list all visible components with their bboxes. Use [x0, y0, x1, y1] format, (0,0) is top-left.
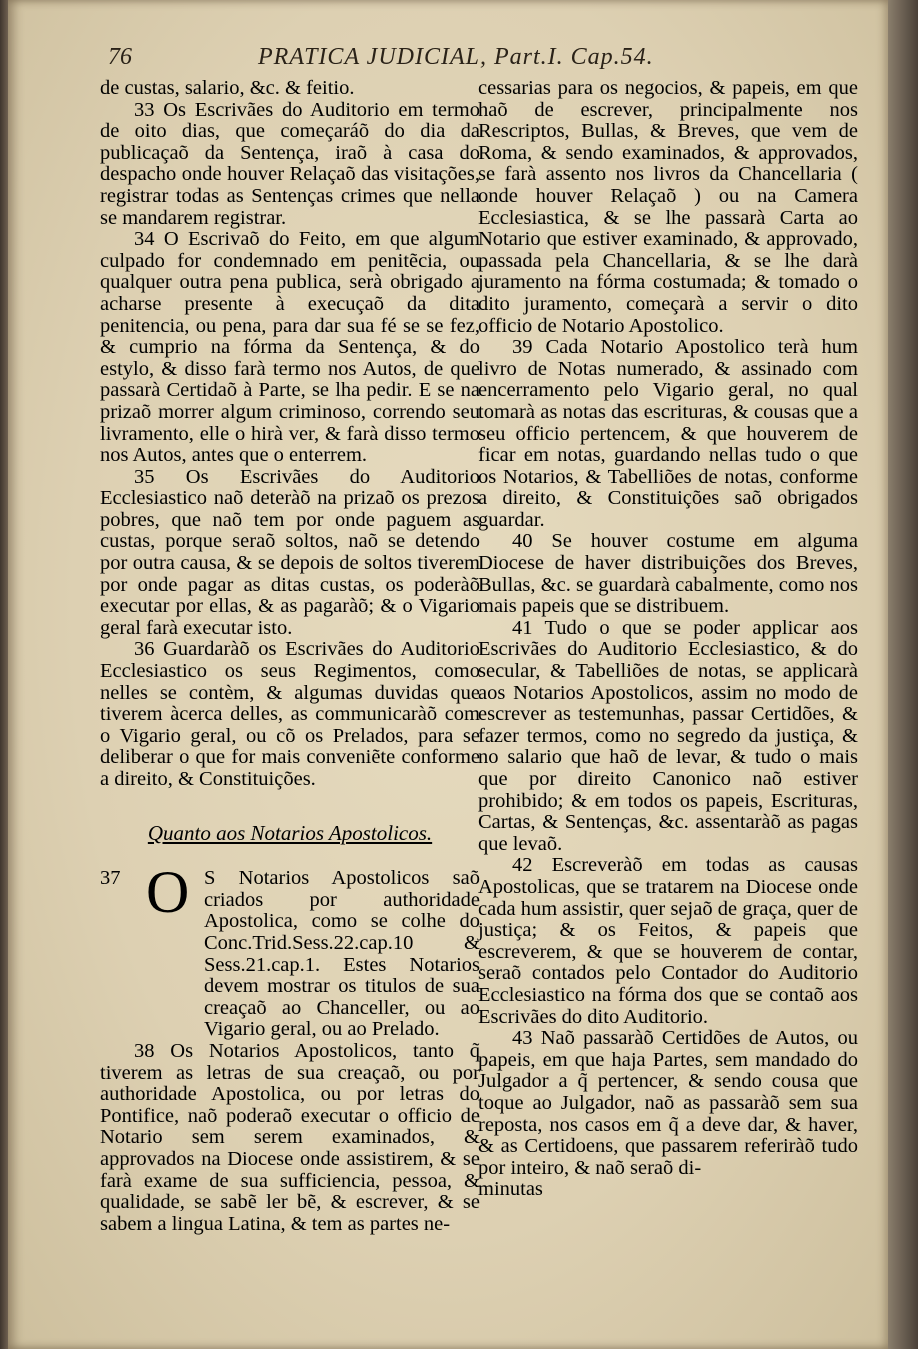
page-number: 76: [108, 44, 132, 70]
paragraph-41: 41 Tudo o que se poder applicar aos Escrivães do Auditorio Ecclesiastico, & do secular, & Tabelliões de notas, se applicarà aos Notarios Apostolicos, assim no modo de escrever as testemunhas, passar Certidões, & fazer termos, como no segredo da justiça, & no salario que haõ de levar, & tudo o mais que por direito Canonico naõ estiver prohibido; & em todos os papeis, Escrituras, Cartas, & Sentenças, &c. assentaràõ as pagas que levaõ.: [478, 616, 858, 855]
paragraph-37-number: 37: [100, 867, 121, 890]
paragraph-42: 42 Escreveràõ em todas as causas Apostolicas, que se tratarem na Diocese onde cada hum assistir, quer sejaõ de graça, quer de justiça; & os Feitos, & papeis que escreverem, & que se houverem de contar, seraõ contados pelo Contador do Auditorio Ecclesiastico na fórma dos que se contaõ aos Escrivães do dito Auditorio.: [478, 854, 858, 1028]
paragraph-34: 34 O Escrivaõ do Feito, em que algum culpado for condemnado em penitẽcia, ou qualquer outra pena publica, serà obrigado a acharse presente à execuçaõ da dita penitencia, ou pena, para dar sua fé se se fez, & cumprio na fórma da Sentença, & do estylo, & disso farà termo nos Autos, de que passarà Certidaõ à Parte, se lha pedir. E se na prizaõ morrer algum criminoso, correndo seu livramento, elle o hirà ver, & farà disso termo nos Autos, antes que o enterrem.: [100, 228, 480, 467]
page-header: [108, 44, 868, 78]
running-title: PRATICA JUDICIAL, Part.I. Cap.54.: [258, 44, 654, 70]
left-column: [100, 78, 480, 1235]
paragraph-40: 40 Se houver costume em alguma Diocese de haver distribuições dos Breves, Bullas, &c. se guardarà cabalmente, como nos mais papeis que se distribuem.: [478, 530, 858, 618]
paragraph-38: 38 Os Notarios Apostolicos, tanto q̃ tiverem as letras de sua creaçaõ, ou por authoridade Apostolica, ou por letras do Pontifice, naõ poderaõ executar o officio de Notario sem serem examinados, & approvados na Diocese onde assistirem, & se farà exame de sua sufficiencia, pessoa, & qualidade, se sabẽ ler bẽ, & escrever, & se sabem a lingua Latina, & tem as partes ne-: [100, 1039, 480, 1235]
paragraph-continuation-right: cessarias para os negocios, & papeis, em que haõ de escrever, principalmente nos Rescriptos, Bullas, & Breves, que vem de Roma, & sendo examinados, & approvados, se farà assento nos livros da Chancellaria ( onde houver Relaçaõ ) ou na Camera Ecclesiastica, & se lhe passarà Carta ao Notario que estiver examinado, & approvado, passada pela Chancellaria, & se lhe darà juramento na fórma costumada; & tomado o dito juramento, começarà a servir o dito officio de Notario Apostolico.: [478, 77, 858, 337]
paragraph-37-text: S Notarios Apostolicos saõ criados por authoridade Apostolica, como se colhe do Conc.Trid.Sess.22.cap.10 & Sess.21.cap.1. Estes Notarios devem mostrar os titulos de sua creaçaõ ao Chanceller, ou ao Vigario geral, ou ao Prelado.: [204, 867, 480, 1041]
paragraph-36: 36 Guardaràõ os Escrivães do Auditorio Ecclesiastico os seus Regimentos, como nelles se contèm, & algumas duvidas que tiverem àcerca delles, as communicaràõ com o Vigario geral, ou cõ os Prelados, para se deliberar o que for mais conveniẽte conforme a direito, & Constituições.: [100, 638, 480, 790]
right-column: [478, 78, 858, 1201]
paragraph-39: 39 Cada Notario Apostolico terà hum livro de Notas numerado, & assinado com encerramento pelo Vigario geral, no qual tomarà as notas das escrituras, & cousas que a seu officio pertencem, & que houverem de ficar em notas, guardando nellas tudo o que os Notarios, & Tabelliões de notas, conforme a direito, & Constituições saõ obrigados guardar.: [478, 336, 858, 531]
catchword: minutas: [478, 1178, 543, 1201]
paragraph-continuation: de custas, salario, &c. & feitio.: [100, 77, 355, 99]
drop-cap: O: [146, 859, 190, 926]
section-heading: Quanto aos Notarios Apostolicos.: [147, 820, 433, 845]
paragraph-35: 35 Os Escrivães do Auditorio Ecclesiastico naõ deteràõ na prizaõ os prezos pobres, que naõ tem por onde paguem as custas, porque seraõ soltos, naõ se detendo por outra causa, & se depois de soltos tiverem por onde pagar as ditas custas, os poderàõ executar por ellas, & as pagaràõ; & o Vigario geral farà executar isto.: [100, 465, 480, 639]
paragraph-43: 43 Naõ passaràõ Certidões de Autos, ou papeis, em que haja Partes, sem mandado do Julgador a q̃ pertencer, & sendo cousa que toque ao Julgador, naõ as passaràõ sem sua reposta, nos casos em q̃ a deve dar, & haver, & as Certidoens, que passarem referiràõ tudo por inteiro, & naõ seraõ di-: [478, 1027, 858, 1179]
paragraph-33: 33 Os Escrivães do Auditorio em termo de oito dias, que começaráõ do dia da publicaçaõ da Sentença, iraõ à casa do despacho onde houver Relaçaõ das visitações, registrar todas as Sentenças crimes que nella se mandarem registrar.: [100, 98, 480, 229]
paragraph-37: [100, 859, 480, 1041]
page-edge: [888, 0, 918, 1349]
